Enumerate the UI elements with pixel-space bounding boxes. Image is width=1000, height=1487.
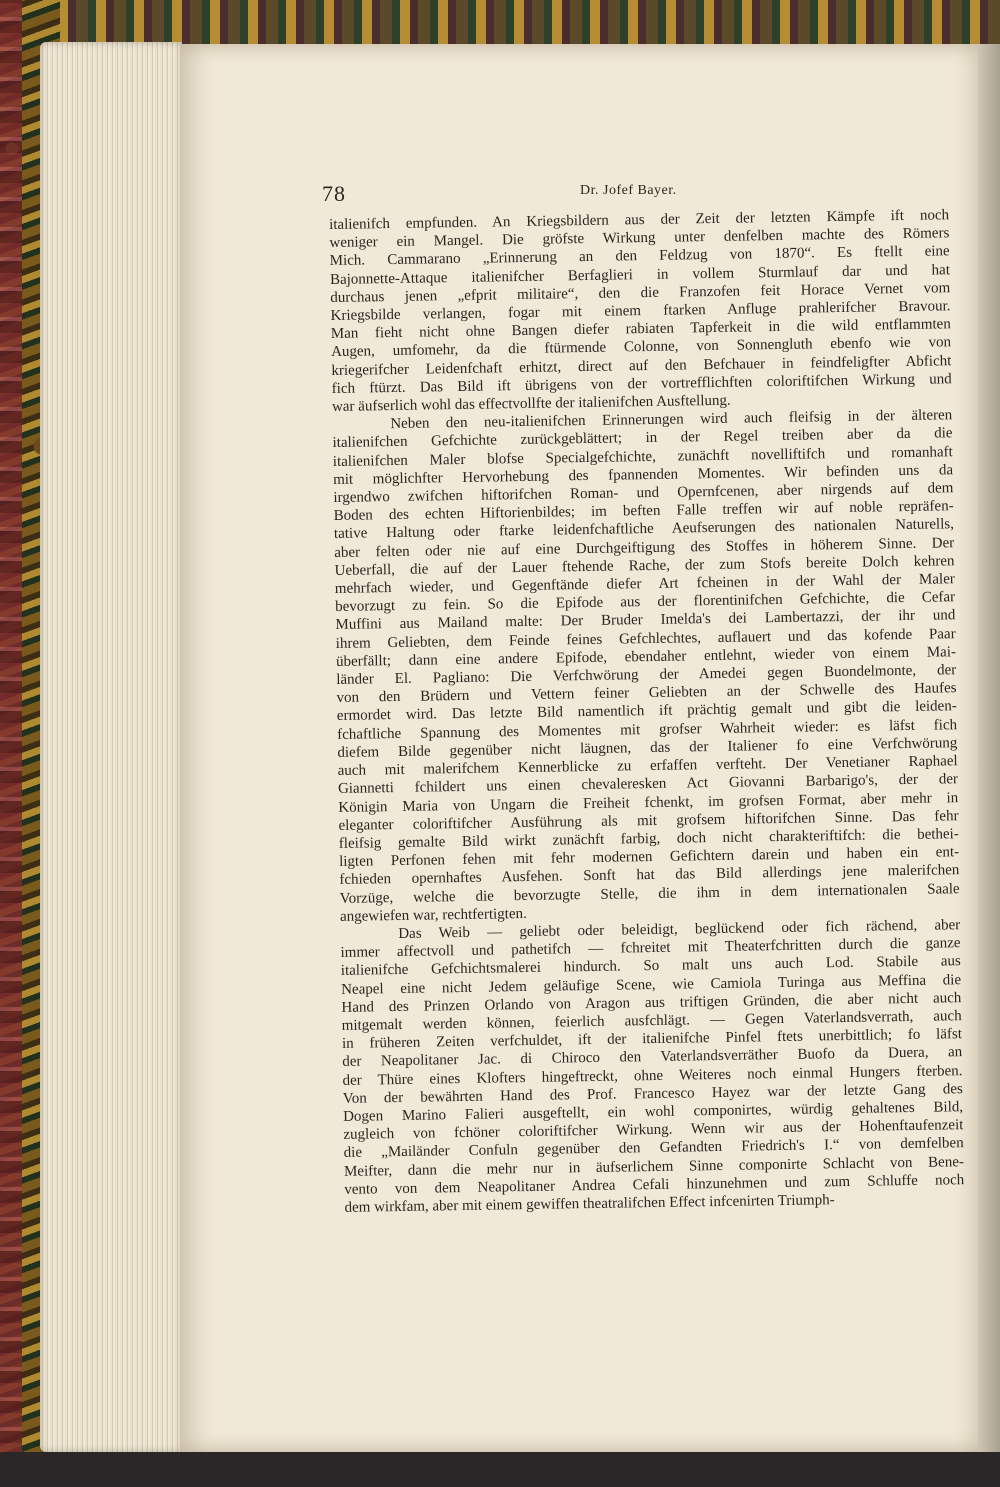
text-line: aber felten oder nie auf eine Durchgeiftigung des Stoffes in höherem Sinne. Der [334,534,955,561]
text-line: Meifter, dann die mehr nur in äufserlichem Sinne componirte Schlacht von Bene- [343,1153,965,1180]
text-line: länder El. Pagliano: Die Verfchwörung der Amedei gegen Buondelmonte, der [336,662,957,689]
text-line: Vorzüge, welche die bevorzugte Stelle, die ihm in dem internationalen Saale [339,880,960,907]
text-line: Giannetti fchildert uns einen chevaleresken Act Giovanni Barbarigo's, der der [337,771,959,798]
paragraph [329,206,952,416]
paragraph [340,916,964,1217]
text-line: fich ftürzt. Das Bild ift übrigens von der vortrefflichften coloriftifchen Wirkung und [331,371,952,397]
page-body-text [329,206,965,1217]
text-line: italienifch empfunden. An Kriegsbildern aus der Zeit der letzten Kämpfe ift noch [329,207,950,233]
text-line: die „Mailänder Confuln gegenüber den Gefandten Friedrich's I.“ von demfelben [343,1135,964,1162]
text-line: durchaus jenen „efprit militaire“, den die Franzofen feit Horace Vernet vom [330,280,951,306]
text-line: italienifche Gefchichtsmalerei hindurch. So malt uns auch Lod. Stabile aus [340,953,961,980]
text-line: ermordet wird. Das letzte Bild namentlich ift prächtig gemalt und gibt die leiden- [336,698,957,725]
text-line: Ueberfall, die auf der Lauer ftehende Rache, der zum Stofs bereite Dolch kehren [334,553,955,579]
paragraph [332,406,960,925]
text-line: immer affectvoll und pathetifch — fchreitet mit Theaterfchritten durch die ganze [340,935,961,962]
text-line: mitgemalt werden können, feierlich ausfchlägt. — Gegen Vaterlandsverrath, auch [341,1008,962,1034]
marbled-endpaper-top [0,0,1000,44]
text-line: fchaftliche Spannung des Momentes mit grofser Wahrheit wieder: es läfst fich [337,716,958,743]
text-line: kriegerifcher Leidenfchaft erhitzt, direct auf den Befchauer in feindfeligfter Abficht [331,352,952,379]
text-line: mehrfach wieder, und Gegenftände diefer Art fcheinen in der Wahl der Maler [334,571,955,598]
text-line: eleganter coloriftifcher Ausführung als mit grofsem hiftorifchen Sinne. Das fehr [338,807,959,834]
text-line: tative Haltung oder ftarke leidenfchaftliche Aeufserungen des nationalen Naturells, [333,516,955,543]
text-line: Bajonnette-Attaque italienifcher Berfaglieri in vollem Sturmlauf dar und hat [329,261,951,288]
text-line: Muffini aus Mailand malte: Der Bruder Imelda's dei Lambertazzi, der ihr und [335,607,956,634]
text-line: Kriegsbilde verlangen, fogar mit einem ftarken Anfluge prahlerifcher Bravour. [330,298,951,325]
page-fore-edges [40,42,182,1452]
text-line: bevorzugt zu fein. So die Epifode aus der florentinifchen Gefchichte, die Cefar [335,589,956,616]
text-line: auch mit malerifchem Kennerblicke zu erfaffen verfteht. Der Venetianer Raphael [337,753,958,780]
text-line: Mich. Cammarano „Erinnerung an den Feldzug von 1870“. Es ftellt eine [329,243,950,270]
text-line: von den Brüdern und Vettern feiner Geliebten an der Schwelle des Haufes [336,680,957,707]
text-line: Hand des Prinzen Orlando von Aragon aus triftigen Gründen, die aber nicht auch [341,989,962,1016]
background-bottom [0,1452,1000,1487]
text-line: ligten Perfonen fehen mit fehr modernen Gefichtern darein und haben ein ent- [339,844,960,871]
text-line: der Neapolitaner Jac. di Chiroco den Vaterlandsverräther Buofo da Duera, an [342,1044,963,1071]
text-line: in früheren Zeiten verfchuldet, ift der italienifche Pinfel ftets unerbittlich; fo läfst [341,1026,963,1053]
text-line: fchieden opernhaftes Ausfehen. Sonft hat das Bild allerdings jene malerifchen [339,862,960,889]
text-line: italienifchen Gefchichte zurückgeblättert; in der Regel treiben aber da die [332,425,953,452]
text-line: Von der bewährten Hand des Prof. Francesco Hayez war der letzte Gang des [342,1080,963,1107]
text-line: fleifsig gemalte Bild wirkt zunächft farbig, doch nicht charakteriftifch: die bethei- [338,826,959,852]
page-number: 78 [322,181,346,206]
text-line: Das Weib — geliebt oder beleidigt, beglückend oder fich rächend, aber [398,917,961,942]
text-line: angewiefen war, rechtfertigten. [339,905,527,925]
text-line: italienifchen Maler blofse Specialgefchichte, zunächft novelliftifch und romanhaft [332,443,953,470]
text-line: überfällt; dann eine andere Epifode, ebendaher entlehnt, wieder von einem Mai- [335,644,957,670]
book-spine-edge [0,0,22,1487]
text-line: Neben den neu-italienifchen Erinnerungen wird auch fleifsig in der älteren [390,407,953,433]
text-line: Dogen Marino Falieri ausgeftellt, ein wohl componirtes, würdig gehaltenes Bild, [343,1099,964,1125]
text-line: Augen, umfomehr, da die ftürmende Colonne, von Sonnengluth ebenfo wie von [331,334,952,361]
text-line: mit möglichfter Hervorhebung des fpannenden Momentes. Wir befinden uns da [333,462,954,488]
text-line: Man fieht nicht ohne Bangen diefer rabiaten Tapferkeit in die wild entflammten [330,316,951,343]
text-line: Boden des echten Hiftorienbildes; im beften Falle treffen wir auf noble repräfen- [333,498,954,525]
text-line: diefem Bilde gegenüber nicht läugnen, das der Italiener fo eine Verfchwörung [337,735,958,761]
text-line: Königin Maria von Ungarn die Freiheit fchenkt, im grofsen Format, aber mehr in [338,789,959,816]
text-line: war äufserlich wohl das effectvollfte der italienifchen Ausftellung. [331,392,731,416]
text-line: dem wirkfam, aber mit einem gewiffen theatralifchen Effect infcenirten Triumph- [344,1192,835,1216]
page-gutter-right [978,44,1000,1452]
text-line: zugleich von fchöner coloriftifcher Wirkung. Wenn wir aus der Hohenftaufenzeit [343,1117,964,1144]
text-line: weniger ein Mangel. Die gröfste Wirkung unter denfelben machte des Römers [329,225,950,252]
text-line: irgendwo zwifchen hiftorifchen Roman- und Opernfcenen, aber nirgends auf dem [333,480,954,507]
text-line: vento von dem Neapolitaner Andrea Cefali hinzunehmen und zum Schluffe noch [344,1171,965,1198]
text-line: der Thüre eines Klofters hingeftreckt, ohne Weiteres noch einmal Hungers fterben. [342,1062,963,1089]
text-line: Neapel eine nicht Jedem geläufige Scene, wie Camiola Turinga aus Meffina die [341,971,962,998]
running-head: Dr. Jofef Bayer. [580,183,677,198]
text-line: ihrem Geliebten, dem Feinde feines Gefchlechtes, auflauert und das kofende Paar [335,625,956,652]
